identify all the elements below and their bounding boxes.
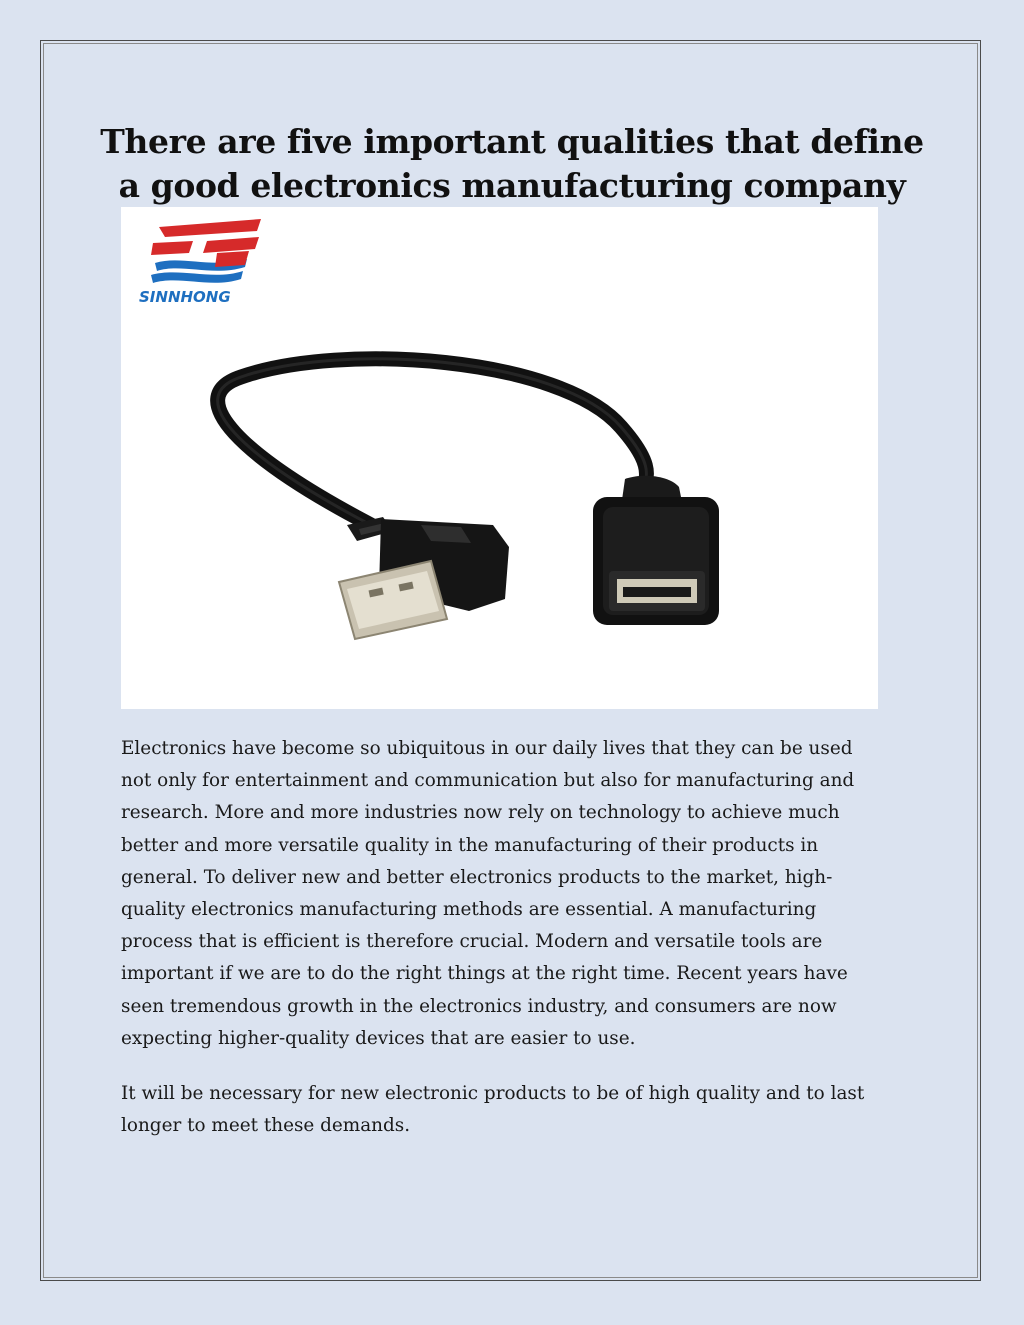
article-body: [121, 733, 891, 1165]
paragraph-line: seen tremendous growth in the electronics industry, and consumers are now: [121, 995, 837, 1017]
paragraph-line: important if we are to do the right things at the right time. Recent years have: [121, 963, 848, 985]
paragraph-line: quality electronics manufacturing methods are essential. A manufacturing: [121, 899, 817, 921]
paragraph-line: longer to meet these demands.: [121, 1115, 411, 1137]
logo-wordmark: SINNHONG: [139, 288, 231, 306]
paragraph-line: process that is efficient is therefore crucial. Modern and versatile tools are: [121, 931, 823, 953]
paragraph-1: [121, 733, 891, 1055]
usb-cable-illustration: [121, 207, 878, 709]
product-image: [121, 207, 878, 709]
usb-male-connector: [339, 517, 509, 639]
paragraph-line: not only for entertainment and communication but also for manufacturing and: [121, 770, 855, 792]
usb-female-connector: [593, 476, 719, 625]
cable: [218, 359, 647, 525]
page-title: [100, 120, 924, 208]
sinnhong-logo: [139, 219, 261, 306]
title-line-2: a good electronics manufacturing company: [118, 166, 906, 205]
paragraph-line: general. To deliver new and better electronics products to the market, high-: [121, 866, 833, 888]
paragraph-line: research. More and more industries now rely on technology to achieve much: [121, 802, 840, 824]
paragraph-line: It will be necessary for new electronic products to be of high quality and to last: [121, 1083, 865, 1105]
paragraph-2: [121, 1078, 891, 1142]
paragraph-line: better and more versatile quality in the manufacturing of their products in: [121, 834, 819, 856]
paragraph-line: Electronics have become so ubiquitous in our daily lives that they can be used: [121, 738, 853, 759]
title-line-1: There are five important qualities that define: [100, 122, 924, 161]
paragraph-line: expecting higher-quality devices that are easier to use.: [121, 1027, 636, 1049]
